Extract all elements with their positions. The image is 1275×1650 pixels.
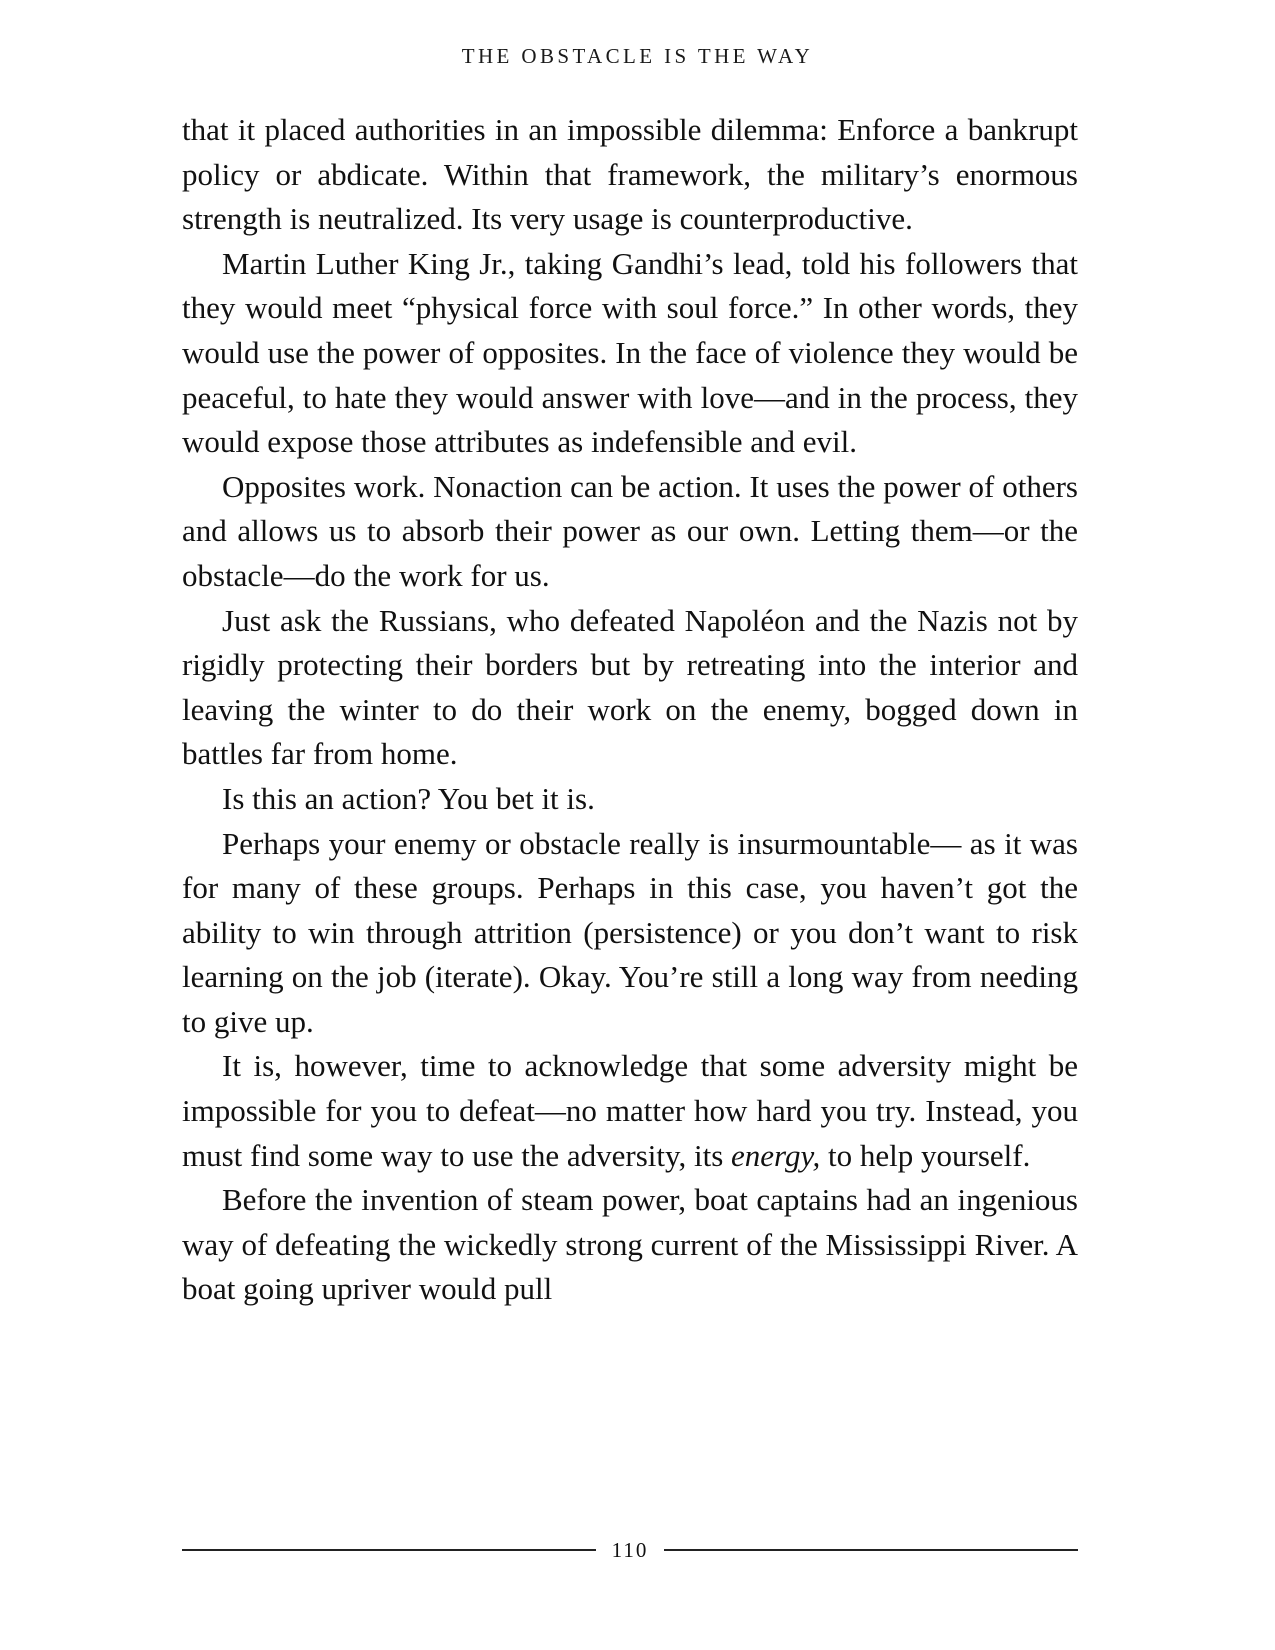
paragraph-text: Just ask the Russians, who defeated Napoléon and the Nazis not by rigidly protecting their borders but by retreating into the interior and leaving the winter to do their work on the enemy, bogged down in battles far from home. [182,602,1078,772]
paragraph-text: Perhaps your enemy or obstacle really is insurmountable— as it was for many of these groups. Perhaps in this case, you haven’t got the ability to win through attrition (persistence) or you don’t want to risk learning on the job (iterate). Okay. You’re still a long way from needing to give up. [182,825,1078,1039]
paragraph [182,465,1078,599]
paragraph-text: to help yourself. [820,1137,1031,1173]
page-number: 110 [611,1538,649,1562]
paragraph-text: Before the invention of steam power, boat captains had an ingenious way of defeating the wickedly strong current of the Mississippi River. A boat going upriver would pull [182,1182,1078,1307]
paragraph [182,599,1078,777]
body-text [182,108,1078,1312]
paragraph [182,822,1078,1045]
paragraph-text: Is this an action? You bet it is. [222,780,595,816]
page-footer [182,1538,1078,1562]
footer-rule-right [664,1549,1078,1551]
footer-rule-left [182,1549,596,1551]
paragraph [182,1044,1078,1178]
italic-emphasis: energy, [731,1137,821,1173]
paragraph-text: It is, however, time to acknowledge that some adversity might be impossible for you to defeat—no matter how hard you try. Instead, you must find some way to use the adversity, its [182,1048,1078,1173]
paragraph [182,1178,1078,1312]
running-head: THE OBSTACLE IS THE WAY [461,44,814,68]
paragraph-text: Martin Luther King Jr., taking Gandhi’s lead, told his followers that they would meet “physical force with soul force.” In other words, they would use the power of opposites. In the face of violence they would be peaceful, to hate they would answer with love—and in the process, they would expose those attributes as indefensible and evil. [182,245,1078,460]
paragraph-text: Opposites work. Nonaction can be action. It uses the power of others and allows us to absorb their power as our own. Letting them—or the obstacle—do the work for us. [182,468,1078,593]
paragraph [182,777,1078,822]
paragraph-text: that it placed authorities in an impossible dilemma: Enforce a bankrupt policy or abdicate. Within that framework, the military’s enormous strength is neutralized. Its very usage is counterproductive. [182,112,1078,237]
paragraph [182,108,1078,242]
paragraph [182,242,1078,465]
